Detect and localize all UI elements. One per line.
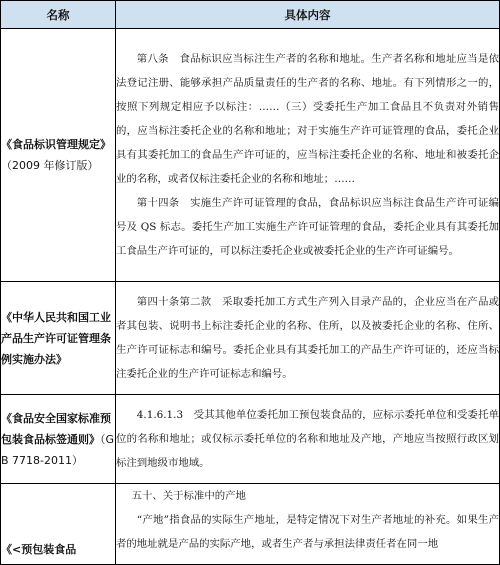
regulation-name-cell [1, 484, 116, 565]
content-paragraph: 五十、关于标准中的产地 [131, 490, 246, 502]
regulation-name-cell [1, 282, 116, 395]
regulation-title: 《食品标识管理规定》 [1, 138, 111, 151]
content-paragraph: 第四十条第二款 采取委托加工方式生产列入目录产品的，企业应当在产品或者其包装、说明书上标注委托企业的名称、住所，以及被委托企业的名称、住所、生产许可证标志和编号。委托企业具有其委托加工的产品生产许可证的，还应当标注委托企业的生产许可证标志和编号。 [116, 296, 499, 380]
content-paragraph: 第十四条 实施生产许可证管理的食品，食品标识应当标注食品生产许可证编号及 QS 标志。委托生产加工实施生产许可证管理的食品，委托企业具有其委托加工食品生产许可证的，可以标注委托企业或被委托企业的生产许可证编号。 [116, 197, 499, 257]
regulation-title: 《中华人民共和国工业产品生产许可证管理条例实施办法》 [1, 310, 111, 366]
regulation-title: 《<预包装食品 [1, 543, 77, 556]
content-paragraph: “产地”指食品的实际生产地址，是特定情况下对生产者地址的补充。如果生产者的地址就是产品的实际产地，或者生产者与承担法律责任者在同一地 [116, 514, 499, 550]
table-row [1, 484, 500, 565]
regulation-content-cell [116, 484, 500, 565]
regulation-content-cell [116, 282, 500, 395]
header-row [1, 1, 500, 29]
regulation-edition: （GB 7718-2011） [1, 432, 115, 467]
content-paragraph: 第八条 食品标识应当标注生产者的名称和地址。生产者名称和地址应当是依法登记注册、能够承担产品质量责任的生产者的名称、地址。有下列情形之一的，按照下列规定相应予以标注：……（三）受委托生产加工食品且不负责对外销售的，应当标注委托企业的名称和地址；对于实施生产许可证管理的食品，委托企业具有其委托加工的食品生产许可证的，应当标注委托企业的名称、地址和被委托企业的名称，或者仅标注委托企业的名称和地址；…… [116, 53, 499, 185]
regulation-edition: （2009 年修订版） [1, 159, 99, 172]
table-row [1, 395, 500, 484]
content-paragraph: 4.1.6.1.3 受其其他单位委托加工预包装食品的，应标示委托单位和受委托单位的名称和地址；或仅标示委托单位的名称和地址及产地，产地应当按照行政区划标注到地级市地域。 [116, 409, 499, 469]
table-row [1, 29, 500, 282]
regulation-name-cell [1, 395, 116, 484]
header-content: 具体内容 [116, 1, 500, 29]
header-name: 名称 [1, 1, 116, 29]
table-row [1, 282, 500, 395]
regulation-content-cell [116, 395, 500, 484]
regulation-title: 《食品安全国家标准预包装食品标签通则》 [1, 411, 111, 446]
regulation-content-cell [116, 29, 500, 282]
regulation-name-cell [1, 29, 116, 282]
